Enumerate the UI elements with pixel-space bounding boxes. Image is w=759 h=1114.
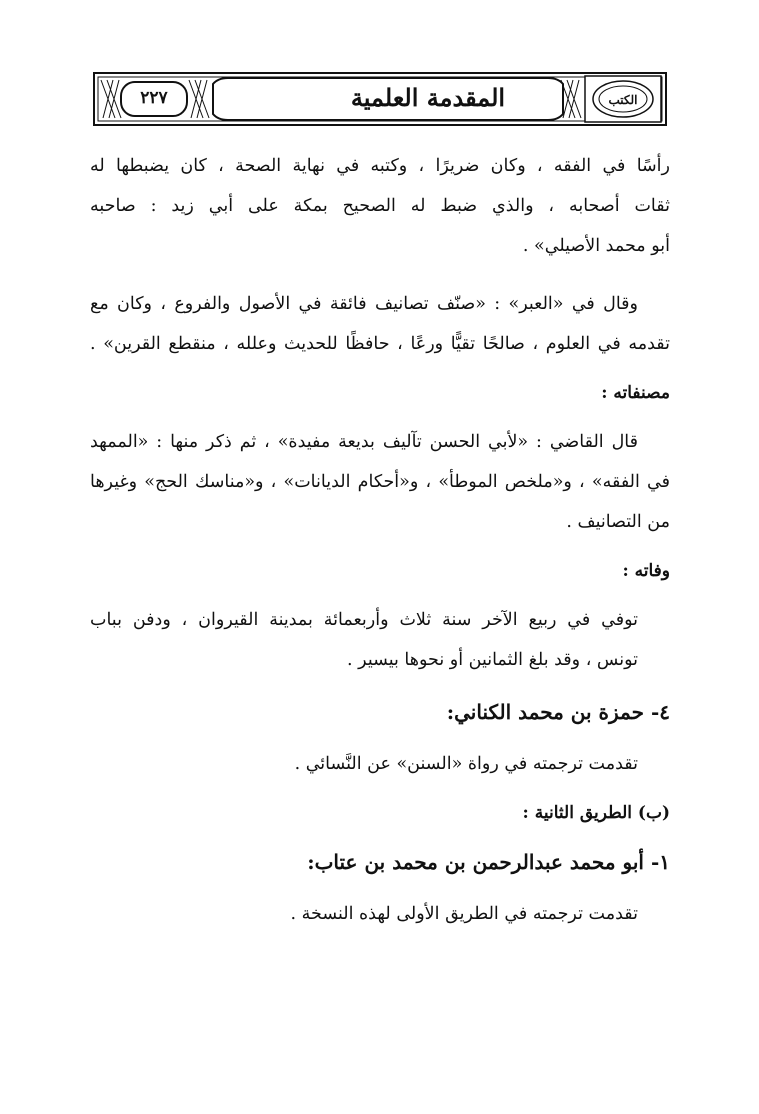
- paragraph-5: [90, 744, 670, 784]
- paragraph-1: [90, 146, 670, 266]
- logo-text: الكتب: [608, 93, 638, 107]
- page-number: ٢٢٧: [140, 88, 168, 108]
- text-line: تقدمت ترجمته في رواة «السنن» عن النَّسائي .: [294, 754, 638, 774]
- text-line: تونس ، وقد بلغ الثمانين أو نحوها بيسير .: [347, 650, 638, 670]
- tariq-heading: (ب) الطريق الثانية :: [522, 803, 670, 823]
- text-line: تقدمه في العلوم ، صالحًا تقيًّا ورعًا ، حافظًا للحديث وعلله ، منقطع القرين» .: [90, 334, 670, 354]
- text-line: ثقات أصحابه ، والذي ضبط له الصحيح بمكة على أبي زيد : صاحبه: [90, 196, 670, 216]
- paragraph-6: [90, 894, 670, 934]
- section-1-heading: ١- أبو محمد عبدالرحمن بن محمد بن عتاب:: [307, 850, 670, 874]
- paragraph-2: [90, 284, 670, 364]
- text-line: توفي في ربيع الآخر سنة ثلاث وأربعمائة بمدينة القيروان ، ودفن بباب: [90, 610, 638, 630]
- musannafat-heading: مصنفاته :: [601, 383, 670, 403]
- text-line: أبو محمد الأصيلي» .: [522, 236, 670, 256]
- page-title: المقدمة العلمية: [350, 83, 506, 112]
- text-line: تقدمت ترجمته في الطريق الأولى لهذه النسخة .: [290, 904, 638, 924]
- text-line: وقال في «العبر» : «صنّف تصانيف فائقة في الأصول والفروع ، وكان مع: [90, 294, 638, 314]
- paragraph-3: [90, 422, 670, 542]
- text-line: قال القاضي : «لأبي الحسن تآليف بديعة مفيدة» ، ثم ذكر منها : «الممهد: [90, 432, 638, 452]
- paragraph-4: [90, 600, 670, 680]
- text-line: في الفقه» ، و«ملخص الموطأ» ، و«أحكام الديانات» ، و«مناسك الحج» وغيرها: [90, 472, 670, 492]
- text-line: من التصانيف .: [566, 512, 670, 532]
- page-body: [90, 146, 670, 934]
- page-header: [93, 70, 667, 128]
- wafat-heading: وفاته :: [622, 561, 670, 581]
- section-4-heading: ٤- حمزة بن محمد الكناني:: [446, 700, 670, 724]
- text-line: رأسًا في الفقه ، وكان ضريرًا ، وكتبه في نهاية الصحة ، كان يضبطها له: [90, 156, 670, 176]
